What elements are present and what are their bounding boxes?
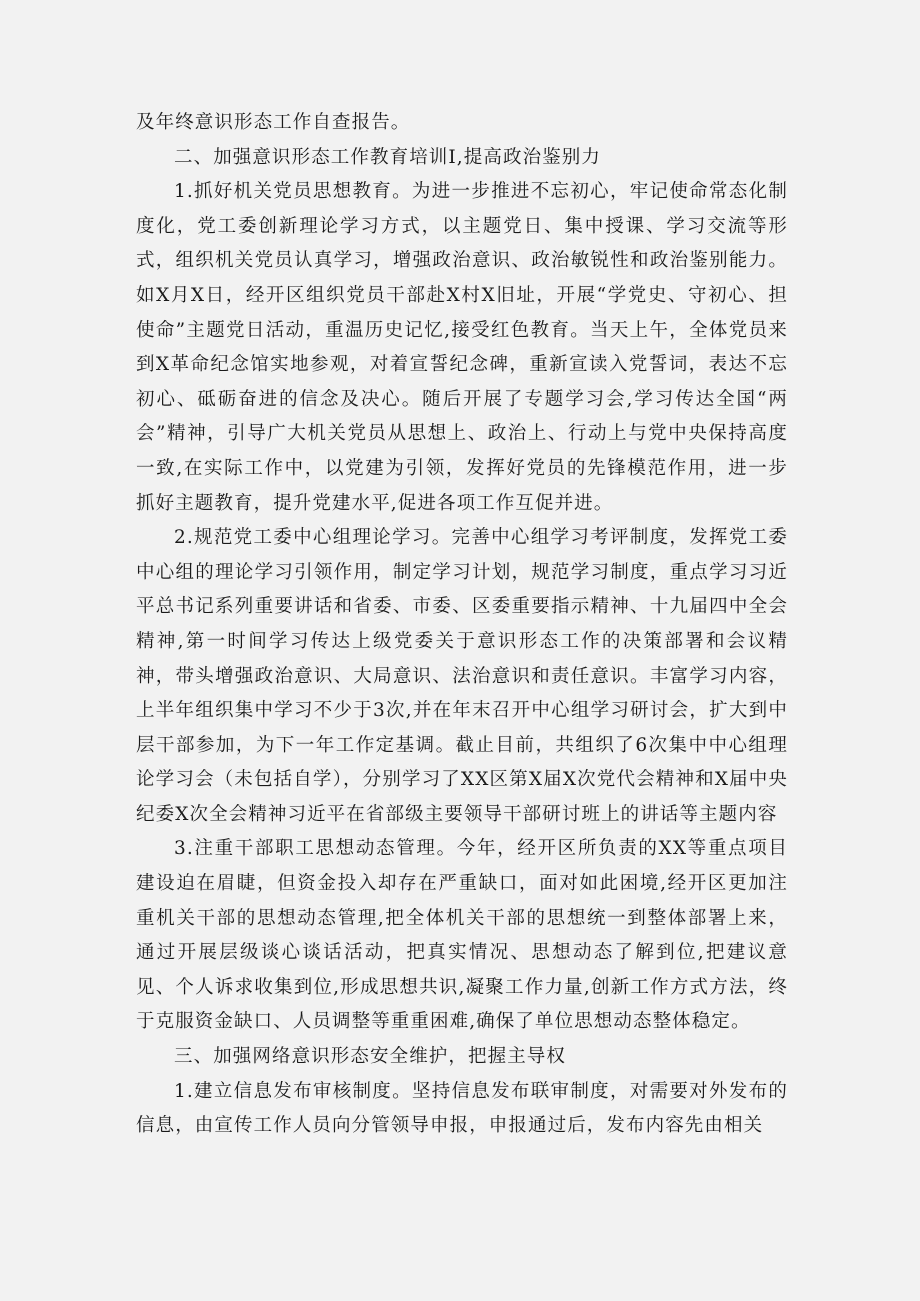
section-heading-3: 三、加强网络意识形态安全维护，把握主导权 bbox=[174, 1046, 567, 1068]
paragraph-ideological-management: 3.注重干部职工思想动态管理。今年，经开区所负责的XX等重点项目建设迫在眉睫，但资金投入却存在严重缺口，面对如此困境,经开区更加注重机关干部的思想动态管理,把全体机关干部的思想统一到整体部署上来，通过开展层级谈心谈话活动，把真实情况、思想动态了解到位,把建议意见、个人诉求收集到位,形成思想共识,凝聚工作力量,创新工作方式方法，终于克服资金缺口、人员调整等重重困难,确保了单位思想动态整体稳定。 bbox=[136, 838, 788, 1033]
paragraph-theory-study: 2.规范党工委中心组理论学习。完善中心组学习考评制度，发挥党工委中心组的理论学习引领作用，制定学习计划，规范学习制度，重点学习习近平总书记系列重要讲话和省委、市委、区委重要指示精神、十九届四中全会精神,第一时间学习传达上级党委关于意识形态工作的决策部署和会议精神，带头增强政治意识、大局意识、法治意识和责任意识。丰富学习内容，上半年组织集中学习不少于3次,并在年末召开中心组学习研讨会，扩大到中层干部参加，为下一年工作定基调。截止目前，共组织了6次集中中心组理论学习会（未包括自学），分别学习了XX区第X届X次党代会精神和X届中央纪委X次全会精神习近平在省部级主要领导干部研讨班上的讲话等主题内容 bbox=[136, 527, 788, 825]
document-body bbox=[136, 106, 788, 1144]
paragraph-information-review: 1.建立信息发布审核制度。坚持信息发布联审制度，对需要对外发布的信息，由宣传工作人员向分管领导申报，申报通过后，发布内容先由相关 bbox=[136, 1080, 788, 1137]
paragraph-party-member-education: 1.抓好机关党员思想教育。为进一步推进不忘初心，牢记使命常态化制度化，党工委创新理论学习方式，以主题党日、集中授课、学习交流等形式，组织机关党员认真学习，增强政治意识、政治敏锐性和政治鉴别能力。如X月X日，经开区组织党员干部赴X村X旧址，开展“学党史、守初心、担使命”主题党日活动，重温历史记忆,接受红色教育。当天上午，全体党员来到X革命纪念馆实地参观，对着宣誓纪念碑，重新宣读入党誓词，表达不忘初心、砥砺奋进的信念及决心。随后开展了专题学习会,学习传达全国“两会”精神，引导广大机关党员从思想上、政治上、行动上与党中央保持高度一致,在实际工作中，以党建为引领，发挥好党员的先锋模范作用，进一步抓好主题教育，提升党建水平,促进各项工作互促并进。 bbox=[136, 181, 788, 514]
section-heading-2: 二、加强意识形态工作教育培训Ⅰ,提高政治鉴别力 bbox=[174, 146, 601, 168]
paragraph-report-tail: 及年终意识形态工作自查报告。 bbox=[136, 112, 411, 133]
